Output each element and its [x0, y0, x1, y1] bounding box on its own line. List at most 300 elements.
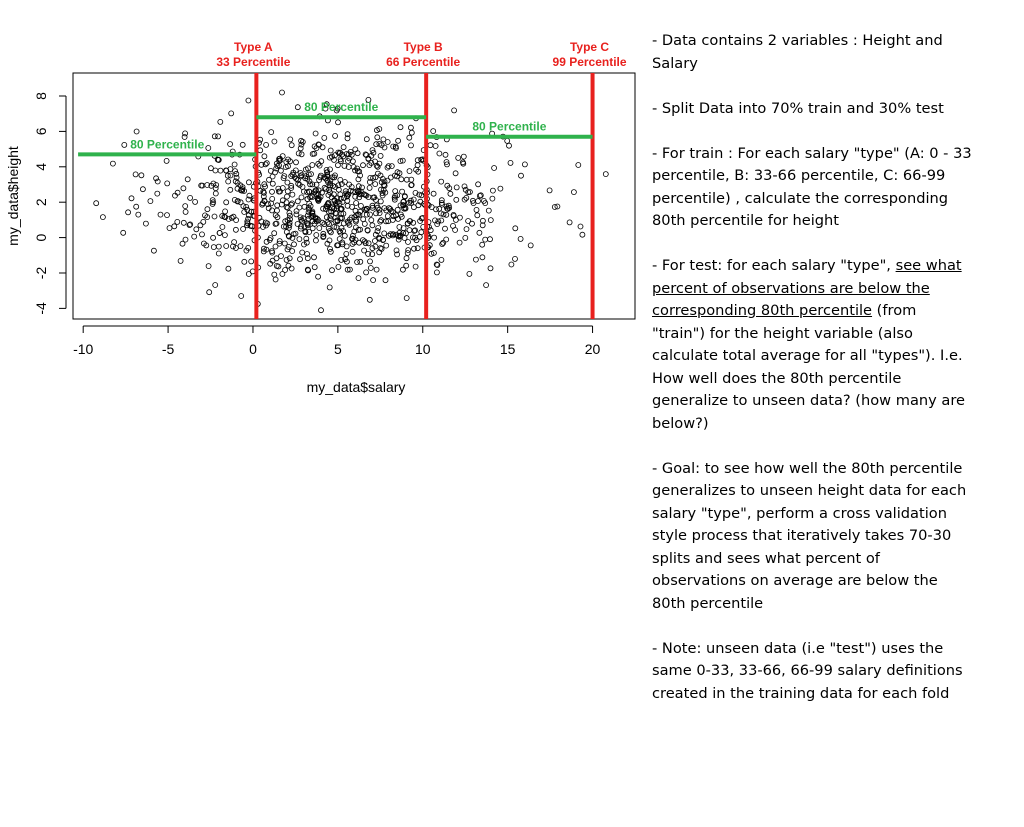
data-point [367, 185, 372, 190]
data-point [486, 208, 491, 213]
data-point [228, 187, 233, 192]
x-tick-label: 5 [333, 341, 342, 357]
data-point [285, 194, 290, 199]
data-point [297, 237, 302, 242]
note-goal: - Goal: to see how well the 80th percentile generalizes to unseen height data for each salary "type", perform a cross validation style process that iteratively takes 70-30 splits and sees what percent of observations on average are below the 80th percentile [652, 459, 967, 612]
data-point [262, 154, 267, 159]
data-point [246, 180, 251, 185]
data-point [126, 210, 131, 215]
data-point [457, 215, 462, 220]
data-point [272, 231, 277, 236]
note-variables: - Data contains 2 variables : Height and Salary [652, 32, 943, 72]
data-point [288, 137, 293, 142]
data-point [133, 172, 138, 177]
data-point [400, 189, 405, 194]
data-point [134, 129, 139, 134]
data-point [223, 209, 228, 214]
data-point [183, 209, 188, 214]
data-point [444, 237, 449, 242]
data-point [270, 189, 275, 194]
x-tick-label: 10 [414, 341, 431, 357]
data-point [457, 240, 462, 245]
data-point [437, 151, 442, 156]
data-point [270, 181, 275, 186]
data-point [217, 231, 222, 236]
data-point [396, 138, 401, 143]
data-point [415, 246, 420, 251]
data-point [205, 207, 210, 212]
data-point [241, 227, 246, 232]
data-point [513, 256, 518, 261]
data-point [490, 196, 495, 201]
data-point [180, 241, 185, 246]
data-point [350, 249, 355, 254]
data-point [356, 276, 361, 281]
data-point [398, 125, 403, 130]
data-point [464, 227, 469, 232]
data-point [473, 257, 478, 262]
data-point [290, 201, 295, 206]
data-point [379, 218, 384, 223]
data-point [136, 212, 141, 217]
data-point [143, 221, 148, 226]
data-point [344, 251, 349, 256]
data-point [224, 200, 229, 205]
data-point [294, 209, 299, 214]
data-point [404, 256, 409, 261]
data-point [295, 105, 300, 110]
data-point [463, 235, 468, 240]
data-point [448, 191, 453, 196]
data-point [361, 163, 366, 168]
y-axis-label: my_data$height [5, 146, 21, 246]
data-point [578, 224, 583, 229]
data-point [151, 248, 156, 253]
data-point [508, 160, 513, 165]
percentile-label: 80 Percentile [472, 119, 547, 134]
data-point [110, 161, 115, 166]
data-point [322, 135, 327, 140]
data-point [246, 272, 251, 277]
data-point [258, 148, 263, 153]
cutoff-label: 33 Percentile [216, 55, 291, 69]
x-tick-label: -10 [73, 341, 94, 357]
data-point [328, 148, 333, 153]
data-point [374, 142, 379, 147]
data-point [294, 160, 299, 165]
data-point [439, 257, 444, 262]
data-point [475, 213, 480, 218]
data-point [213, 168, 218, 173]
data-point [341, 145, 346, 150]
data-point [194, 227, 199, 232]
data-point [140, 187, 145, 192]
data-point [374, 267, 379, 272]
data-point [181, 220, 186, 225]
data-point [155, 191, 160, 196]
data-point [273, 277, 278, 282]
data-point [134, 204, 139, 209]
data-point [355, 260, 360, 265]
data-point [451, 223, 456, 228]
data-point [158, 212, 163, 217]
data-point [211, 245, 216, 250]
data-point [374, 211, 379, 216]
data-point [181, 186, 186, 191]
data-point [384, 243, 389, 248]
data-point [229, 111, 234, 116]
data-point [443, 152, 448, 157]
data-point [226, 179, 231, 184]
data-point [383, 278, 388, 283]
data-point [483, 237, 488, 242]
data-point [313, 238, 318, 243]
data-point [373, 182, 378, 187]
data-point [317, 226, 322, 231]
data-point [296, 151, 301, 156]
data-point [406, 248, 411, 253]
data-point [264, 142, 269, 147]
data-point [267, 177, 272, 182]
data-point [354, 201, 359, 206]
data-point [200, 232, 205, 237]
data-point [121, 230, 126, 235]
data-point [226, 266, 231, 271]
data-point [364, 270, 369, 275]
data-point [327, 285, 332, 290]
data-point [399, 177, 404, 182]
data-point [213, 191, 218, 196]
cutoff-title: Type B [403, 40, 443, 54]
data-point [239, 294, 244, 299]
data-point [409, 130, 414, 135]
data-point [122, 142, 127, 147]
data-point [258, 137, 263, 142]
data-point [94, 201, 99, 206]
data-point [361, 217, 366, 222]
data-point [567, 220, 572, 225]
data-point [480, 242, 485, 247]
y-tick-label: 4 [33, 162, 49, 171]
data-point [193, 199, 198, 204]
data-point [246, 98, 251, 103]
percentile-overlays [78, 40, 627, 319]
data-point [207, 290, 212, 295]
data-point [362, 221, 367, 226]
data-point [333, 133, 338, 138]
data-point [287, 256, 292, 261]
data-point [337, 237, 342, 242]
data-point [167, 226, 172, 231]
data-point [298, 257, 303, 262]
data-point [312, 265, 317, 270]
data-point [408, 125, 413, 130]
data-point [441, 240, 446, 245]
data-point [282, 241, 287, 246]
data-point [242, 259, 247, 264]
data-point [378, 199, 383, 204]
data-point [417, 234, 422, 239]
y-tick-label: 8 [33, 92, 49, 100]
data-point [310, 163, 315, 168]
data-point [368, 212, 373, 217]
data-point [178, 258, 183, 263]
data-point [313, 131, 318, 136]
data-point [213, 283, 218, 288]
data-point [428, 143, 433, 148]
data-point [431, 191, 436, 196]
data-point [454, 197, 459, 202]
data-point [388, 175, 393, 180]
data-point [576, 163, 581, 168]
data-point [228, 142, 233, 147]
data-point [477, 230, 482, 235]
data-point [376, 225, 381, 230]
data-point [275, 203, 280, 208]
data-point [323, 187, 328, 192]
data-point [368, 259, 373, 264]
data-point [415, 163, 420, 168]
data-point [211, 235, 216, 240]
data-point [272, 139, 277, 144]
data-point [284, 257, 289, 262]
data-point [490, 188, 495, 193]
data-point [278, 168, 283, 173]
data-point [272, 272, 277, 277]
data-point [216, 244, 221, 249]
data-point [285, 189, 290, 194]
data-point [390, 217, 395, 222]
data-point [409, 143, 414, 148]
data-point [289, 143, 294, 148]
data-point [454, 185, 459, 190]
note-test-intro: - For test: for each salary "type", [652, 257, 896, 274]
data-point [382, 231, 387, 236]
data-point [439, 218, 444, 223]
y-tick-label: -2 [33, 266, 49, 280]
data-point [484, 283, 489, 288]
data-point [439, 179, 444, 184]
data-point [411, 205, 416, 210]
data-point [279, 254, 284, 259]
data-point [505, 138, 510, 143]
data-point [330, 268, 335, 273]
data-point [290, 249, 295, 254]
data-point [513, 226, 518, 231]
data-point [378, 153, 383, 158]
data-point [224, 244, 229, 249]
data-point [431, 129, 436, 134]
cutoff-label: 66 Percentile [386, 55, 461, 69]
data-point [312, 255, 317, 260]
percentile-label: 80 Percentile [130, 137, 205, 152]
data-point [369, 218, 374, 223]
data-point [402, 236, 407, 241]
data-point [206, 146, 211, 151]
y-tick-label: 2 [33, 198, 49, 207]
data-point [212, 214, 217, 219]
data-point [290, 192, 295, 197]
data-point [413, 264, 418, 269]
x-axis-label: my_data$salary [306, 379, 406, 395]
data-point [385, 178, 390, 183]
x-tick-label: 15 [499, 341, 516, 357]
data-point [292, 242, 297, 247]
data-point [316, 274, 321, 279]
data-point [507, 143, 512, 148]
data-point [198, 223, 203, 228]
data-point [480, 255, 485, 260]
data-point [201, 219, 206, 224]
data-point [220, 225, 225, 230]
data-point [218, 168, 223, 173]
x-tick-label: -5 [161, 341, 175, 357]
x-tick-label: 0 [249, 341, 257, 357]
note-split: - Split Data into 70% train and 30% test [652, 99, 944, 117]
note-test-rest: (from "train") for the height variable (also calculate total average for all "types"). I.e. How well does the 80th percentile generalize to unseen data? (how many are below?) [652, 302, 966, 432]
note-train: - For train : For each salary "type" (A: 0 - 33 percentile, B: 33-66 percentile, C: 66-99 percentile) , calculate the corresponding 80th percentile for height [652, 144, 972, 229]
data-point [456, 155, 461, 160]
data-point [216, 134, 221, 139]
data-point [467, 271, 472, 276]
data-point [283, 268, 288, 273]
data-point [492, 166, 497, 171]
data-point [299, 195, 304, 200]
data-point [264, 161, 269, 166]
data-point [571, 190, 576, 195]
scatter-chart [0, 0, 645, 420]
data-point [368, 266, 373, 271]
data-point [370, 223, 375, 228]
data-point [522, 162, 527, 167]
data-point [175, 219, 180, 224]
data-point [400, 267, 405, 272]
data-point [261, 225, 266, 230]
data-point [547, 188, 552, 193]
data-point [432, 235, 437, 240]
percentile-label: 80 Percentile [304, 100, 379, 115]
notes-panel [652, 30, 972, 728]
data-point [314, 233, 319, 238]
data-point [280, 90, 285, 95]
data-point [393, 189, 398, 194]
data-point [349, 152, 354, 157]
data-point [246, 213, 251, 218]
data-point [164, 158, 169, 163]
data-point [139, 173, 144, 178]
data-point [269, 201, 274, 206]
data-point [336, 120, 341, 125]
data-point [407, 169, 412, 174]
data-point [375, 135, 380, 140]
data-point [192, 234, 197, 239]
data-point [269, 130, 274, 135]
data-point [462, 184, 467, 189]
data-point [476, 182, 481, 187]
data-point [452, 108, 457, 113]
data-point [216, 251, 221, 256]
x-axis [73, 326, 600, 357]
data-point [342, 233, 347, 238]
data-point [328, 246, 333, 251]
data-point [222, 233, 227, 238]
data-point [238, 244, 243, 249]
data-point [172, 224, 177, 229]
data-point [295, 199, 300, 204]
data-point [188, 195, 193, 200]
data-point [437, 206, 442, 211]
data-point [218, 119, 223, 124]
data-point [185, 177, 190, 182]
data-point [240, 142, 245, 147]
data-point [233, 227, 238, 232]
data-point [165, 181, 170, 186]
data-point [488, 237, 493, 242]
data-point [488, 266, 493, 271]
data-point [232, 162, 237, 167]
data-point [603, 172, 608, 177]
data-point [367, 297, 372, 302]
cutoff-title: Type C [569, 40, 610, 54]
y-axis [33, 92, 66, 315]
note-test-underlined: see what percent of observations are below the corresponding 80th percentile [652, 257, 962, 319]
cutoff-title: Type A [234, 40, 273, 54]
x-tick-label: 20 [584, 341, 601, 357]
data-point [275, 208, 280, 213]
data-point [249, 259, 254, 264]
data-point [461, 154, 466, 159]
data-point [470, 221, 475, 226]
data-point [129, 196, 134, 201]
data-point [434, 270, 439, 275]
data-point [206, 264, 211, 269]
note-test [652, 255, 972, 435]
data-point [407, 135, 412, 140]
data-point [355, 151, 360, 156]
data-point [385, 140, 390, 145]
data-point [371, 278, 376, 283]
data-point [580, 232, 585, 237]
data-point [519, 173, 524, 178]
data-point [319, 308, 324, 313]
data-point [364, 137, 369, 142]
data-point [453, 171, 458, 176]
data-point [148, 199, 153, 204]
data-point [498, 186, 503, 191]
y-tick-label: 6 [33, 127, 49, 136]
data-point [295, 222, 300, 227]
data-point [335, 163, 340, 168]
data-point [386, 164, 391, 169]
data-point [165, 213, 170, 218]
data-point [518, 236, 523, 241]
data-point [336, 264, 341, 269]
data-point [100, 215, 105, 220]
data-point [300, 250, 305, 255]
data-point [344, 244, 349, 249]
data-point [289, 266, 294, 271]
data-point [528, 243, 533, 248]
data-point [385, 214, 390, 219]
data-point [474, 207, 479, 212]
data-point [443, 226, 448, 231]
data-point [183, 204, 188, 209]
data-point [509, 262, 514, 267]
note-unseen: - Note: unseen data (i.e "test") uses the same 0-33, 33-66, 66-99 salary definitions created in the training data for each fold [652, 639, 963, 702]
data-point [433, 144, 438, 149]
y-tick-label: 0 [33, 233, 49, 242]
data-point [488, 218, 493, 223]
